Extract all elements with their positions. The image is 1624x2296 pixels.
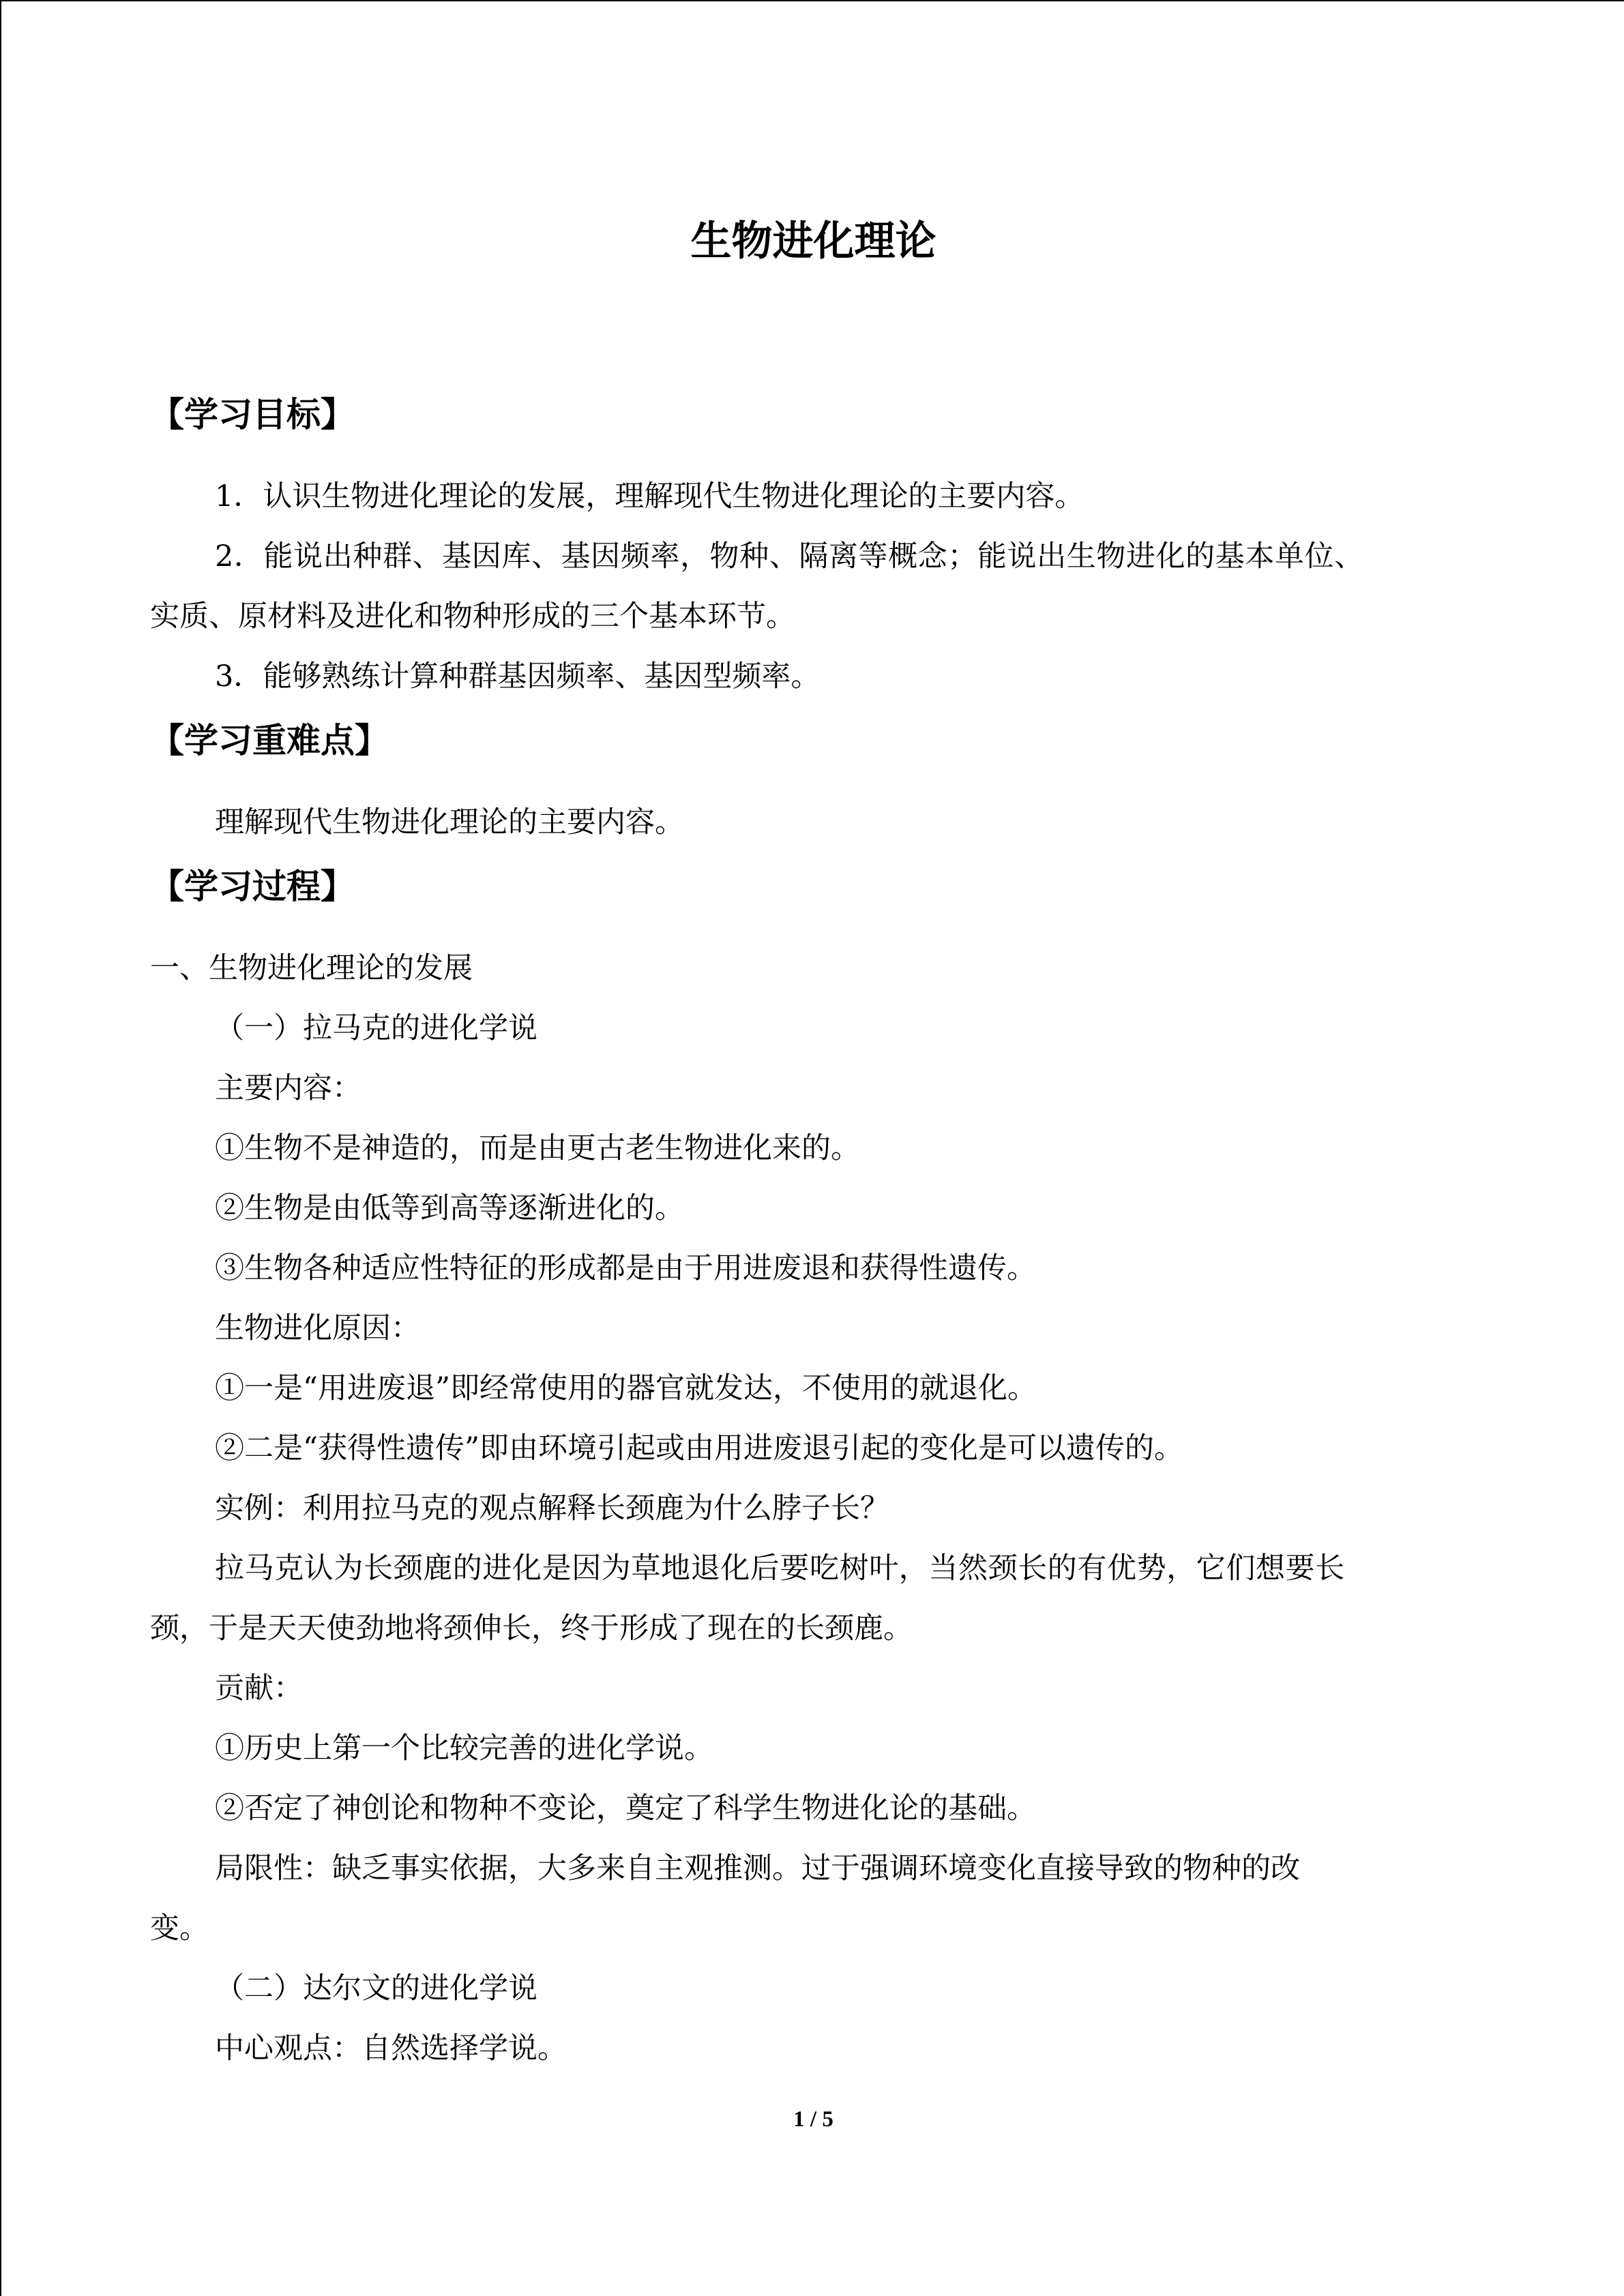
heading-process: 【学习过程】 [150, 867, 355, 906]
contribution-item-1: ①历史上第一个比较完善的进化学说。 [215, 1731, 713, 1765]
section-heading-1: 一、生物进化理论的发展 [150, 951, 473, 985]
objective-item-2: 2．能说出种群、基因库、基因频率，物种、隔离等概念；能说出生物进化的基本单位、 [215, 539, 1364, 573]
subsection-heading-1: （一）拉马克的进化学说 [215, 1011, 537, 1045]
page-number: 1 / 5 [793, 2107, 833, 2132]
objective-item-1: 1．认识生物进化理论的发展，理解现代生物进化理论的主要内容。 [215, 479, 1084, 513]
main-content-item-1: ①生物不是神造的，而是由更古老生物进化来的。 [215, 1131, 860, 1165]
limitation-line-2: 变。 [150, 1911, 209, 1945]
contribution-label: 贡献： [215, 1671, 303, 1705]
objective-item-3: 3．能够熟练计算种群基因频率、基因型频率。 [215, 659, 821, 694]
objective-item-2-cont: 实质、原材料及进化和物种形成的三个基本环节。 [150, 599, 795, 633]
page-title: 生物进化理论 [690, 218, 936, 265]
contribution-item-2: ②否定了神创论和物种不变论，奠定了科学生物进化论的基础。 [215, 1791, 1036, 1825]
cause-item-2: ②二是“获得性遗传”即由环境引起或由用进废退引起的变化是可以遗传的。 [215, 1431, 1183, 1465]
subsection-heading-2: （二）达尔文的进化学说 [215, 1971, 537, 2006]
cause-item-1: ①一是“用进废退”即经常使用的器官就发达，不使用的就退化。 [215, 1371, 1037, 1405]
main-content-item-3: ③生物各种适应性特征的形成都是由于用进废退和获得性遗传。 [215, 1251, 1036, 1285]
heading-objectives: 【学习目标】 [150, 395, 355, 434]
central-view-line: 中心观点：自然选择学说。 [215, 2031, 567, 2066]
example-line: 实例：利用拉马克的观点解释长颈鹿为什么脖子长？ [215, 1491, 889, 1525]
main-content-item-2: ②生物是由低等到高等逐渐进化的。 [215, 1191, 684, 1225]
key-point-text: 理解现代生物进化理论的主要内容。 [215, 805, 684, 839]
explanation-line-1: 拉马克认为长颈鹿的进化是因为草地退化后要吃树叶，当然颈长的有优势，它们想要长 [215, 1551, 1345, 1585]
heading-key-points: 【学习重难点】 [150, 721, 389, 760]
limitation-line-1: 局限性：缺乏事实依据，大多来自主观推测。过于强调环境变化直接导致的物种的改 [215, 1851, 1300, 1885]
explanation-line-2: 颈，于是天天使劲地将颈伸长，终于形成了现在的长颈鹿。 [150, 1611, 913, 1645]
main-content-label: 主要内容： [215, 1071, 361, 1105]
cause-label: 生物进化原因： [215, 1311, 420, 1345]
